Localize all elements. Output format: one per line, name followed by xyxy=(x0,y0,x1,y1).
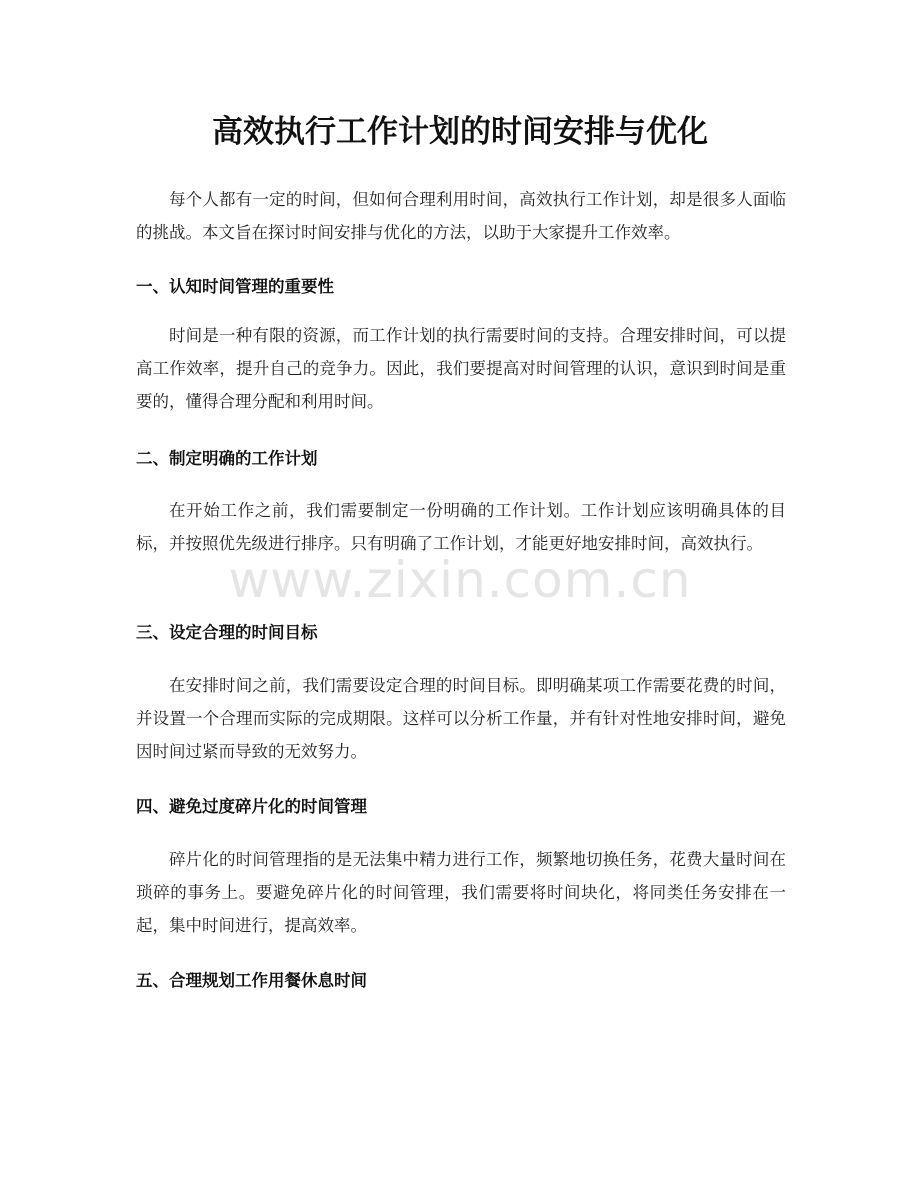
section-3-body: 在安排时间之前，我们需要设定合理的时间目标。即明确某项工作需要花费的时间，并设置一个合理而实际的完成期限。这样可以分析工作量，并有针对性地安排时间，避免因时间过紧而导致的无效努力。 xyxy=(136,676,786,761)
section-5-heading: 五、合理规划工作用餐休息时间 xyxy=(136,971,367,990)
intro-paragraph: 每个人都有一定的时间，但如何合理利用时间，高效执行工作计划，却是很多人面临的挑战。本文旨在探讨时间安排与优化的方法，以助于大家提升工作效率。 xyxy=(136,190,786,242)
watermark-text: www.zixin.com.cn xyxy=(228,551,692,609)
section-2-heading: 二、制定明确的工作计划 xyxy=(136,449,318,468)
section-1-heading: 一、认知时间管理的重要性 xyxy=(136,277,334,296)
section-1-body: 时间是一种有限的资源，而工作计划的执行需要时间的支持。合理安排时间，可以提高工作效率，提升自己的竞争力。因此，我们要提高对时间管理的认识，意识到时间是重要的，懂得合理分配和利用时间。 xyxy=(136,326,786,411)
section-4-heading: 四、避免过度碎片化的时间管理 xyxy=(136,797,367,816)
section-4-body: 碎片化的时间管理指的是无法集中精力进行工作，频繁地切换任务，花费大量时间在琐碎的事务上。要避免碎片化的时间管理，我们需要将时间块化，将同类任务安排在一起，集中时间进行，提高效率。 xyxy=(136,850,786,935)
section-2-body: 在开始工作之前，我们需要制定一份明确的工作计划。工作计划应该明确具体的目标，并按照优先级进行排序。只有明确了工作计划，才能更好地安排时间，高效执行。 xyxy=(136,501,786,553)
page-title: 高效执行工作计划的时间安排与优化 xyxy=(212,114,708,150)
section-3-heading: 三、设定合理的时间目标 xyxy=(136,623,318,642)
